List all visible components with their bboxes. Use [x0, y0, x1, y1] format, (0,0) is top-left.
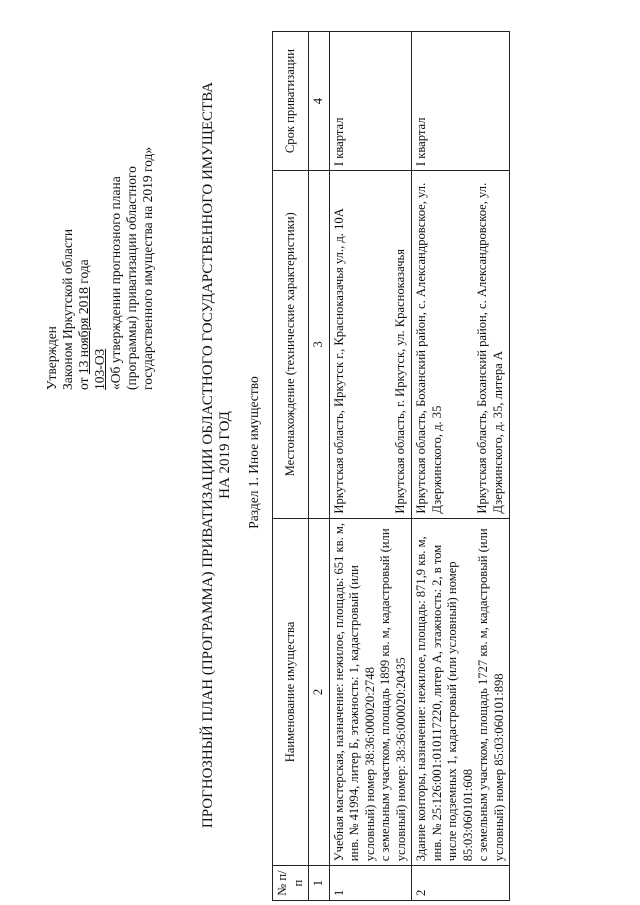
table-row [412, 32, 510, 901]
header-num: № п/п [273, 866, 309, 901]
approval-line-2: Законом Иркутской области [60, 228, 75, 390]
approval-date: 13 ноября 2018 [76, 287, 91, 375]
approval-line-5: «Об утверждении прогнозного плана [108, 176, 123, 390]
property-address: Иркутская область, Иркутск г., Красноказачья ул., д. 10А [331, 208, 346, 514]
row-num: 1 [329, 866, 412, 901]
approval-year-word: года [76, 259, 91, 284]
row-term: I квартал [412, 32, 510, 171]
header-location: Местонахождение (технические характеристики) [273, 171, 309, 519]
header-name: Наименование имущества [273, 518, 309, 866]
approval-line-6: (программы) приватизации областного [124, 166, 139, 390]
row-num: 2 [412, 866, 510, 901]
column-number-row [309, 32, 330, 901]
approval-line-1: Утвержден [44, 326, 59, 390]
privatization-table [272, 31, 510, 901]
header-term: Срок приватизации [273, 32, 309, 171]
land-plot-address: Иркутская область, г. Иркутск, ул. Красноказачья [393, 248, 407, 514]
row-name [329, 518, 412, 866]
property-address: Иркутская область, Боханский район, с. Александровское, ул. Дзержинского, д. 35 [414, 182, 444, 514]
row-name [412, 518, 510, 866]
row-location [329, 171, 412, 519]
property-description: Здание конторы, назначение: нежилое, площадь: 871,9 кв. м, инв. № 25:126:001:010117220, литер А, этажность: 2, в том числе подземных 1, кадастровый (или условный) номер 85:03:060101:608 [414, 536, 475, 862]
col-number-2: 2 [309, 518, 330, 866]
col-number-3: 3 [309, 171, 330, 519]
col-number-4: 4 [309, 32, 330, 171]
approval-line-7: государственного имущества на 2019 год» [140, 146, 155, 390]
approval-block [44, 50, 156, 390]
property-description: Учебная мастерская, назначение: нежилое, площадь: 651 кв. м, инв. № 41994, литер Б, этажность: 1, кадастровый (или условный) номер 38:36:000020:2748 [331, 522, 377, 862]
approval-number: 103-ОЗ [92, 348, 107, 390]
table-header-row [273, 32, 309, 901]
land-plot-description: с земельным участком, площадь 1727 кв. м, кадастровый (или условный) номер 85:03:060101:898 [476, 528, 506, 862]
title-line-2: НА 2019 ГОД [217, 411, 233, 499]
approval-from: от [76, 377, 91, 390]
table-row [329, 32, 412, 901]
land-plot-address: Иркутская область, Боханский район, с. Александровское, ул. Дзержинского, д. 35, литера А [475, 182, 505, 514]
col-number-1: 1 [309, 866, 330, 901]
approval-line-3 [76, 50, 92, 390]
row-term: I квартал [329, 32, 412, 171]
land-plot-description: с земельным участком, площадь 1899 кв. м, кадастровый (или условный) номер: 38:36:000020:20435 [378, 528, 408, 862]
section-heading: Раздел 1. Иное имущество [246, 376, 261, 529]
row-location [412, 171, 510, 519]
document-title [200, 45, 234, 865]
title-line-1: ПРОГНОЗНЫЙ ПЛАН (ПРОГРАММА) ПРИВАТИЗАЦИИ ОБЛАСТНОГО ГОСУДАРСТВЕННОГО ИМУЩЕСТВА [200, 81, 216, 829]
